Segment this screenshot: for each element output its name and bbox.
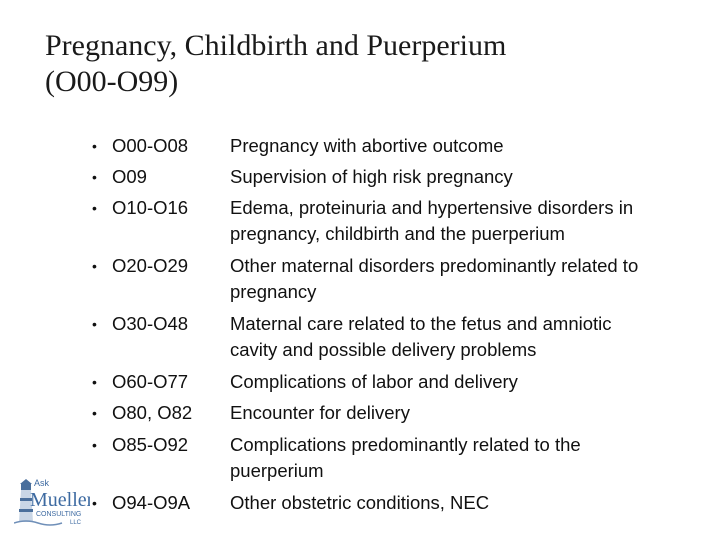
description-line: Complications of labor and delivery bbox=[230, 371, 518, 392]
code-range: • O30-O48 bbox=[112, 311, 188, 337]
lighthouse-icon bbox=[14, 476, 90, 528]
page-title-line-1: Pregnancy, Childbirth and Puerperium bbox=[45, 29, 507, 62]
description-line: Edema, proteinuria and hypertensive disorders in bbox=[230, 197, 634, 218]
description-line: Encounter for delivery bbox=[230, 402, 410, 423]
description-line: Supervision of high risk pregnancy bbox=[230, 166, 513, 187]
code-range: • O10-O16 bbox=[112, 195, 188, 221]
description-line: Other maternal disorders predominantly related to bbox=[230, 255, 639, 276]
code-range: • O85-O92 bbox=[112, 432, 188, 458]
code-range: • O94-O9A bbox=[112, 490, 190, 516]
description-line: Pregnancy with abortive outcome bbox=[230, 135, 504, 156]
lighthouse-roof bbox=[20, 479, 32, 484]
code-range: • O60-O77 bbox=[112, 369, 188, 395]
code-range: • O09 bbox=[112, 164, 147, 190]
logo-text-consulting: CONSULTING bbox=[36, 511, 82, 518]
page-title-line-2: (O00-O99) bbox=[45, 65, 179, 98]
code-range: • O00-O08 bbox=[112, 133, 188, 159]
description-line: pregnancy bbox=[230, 281, 317, 302]
code-description bbox=[230, 432, 700, 484]
description-line: puerperium bbox=[230, 460, 324, 481]
code-description bbox=[230, 253, 700, 305]
code-description bbox=[230, 133, 700, 159]
logo-text-ask: Ask bbox=[34, 478, 50, 488]
code-description bbox=[230, 400, 700, 426]
water-wave bbox=[14, 521, 62, 525]
code-description bbox=[230, 369, 700, 395]
description-line: Maternal care related to the fetus and amniotic bbox=[230, 313, 612, 334]
code-description bbox=[230, 490, 700, 516]
description-line: pregnancy, childbirth and the puerperium bbox=[230, 223, 565, 244]
ask-mueller-consulting-logo bbox=[14, 476, 90, 528]
code-description bbox=[230, 311, 700, 363]
code-description bbox=[230, 164, 700, 190]
logo-text-llc: LLC bbox=[70, 520, 82, 526]
description-line: Complications predominantly related to the bbox=[230, 434, 581, 455]
description-line: cavity and possible delivery problems bbox=[230, 339, 537, 360]
logo-text-mueller: Mueller bbox=[30, 489, 90, 511]
code-range: • O80, O82 bbox=[112, 400, 192, 426]
code-description bbox=[230, 195, 700, 247]
code-range: • O20-O29 bbox=[112, 253, 188, 279]
description-line: Other obstetric conditions, NEC bbox=[230, 492, 490, 513]
